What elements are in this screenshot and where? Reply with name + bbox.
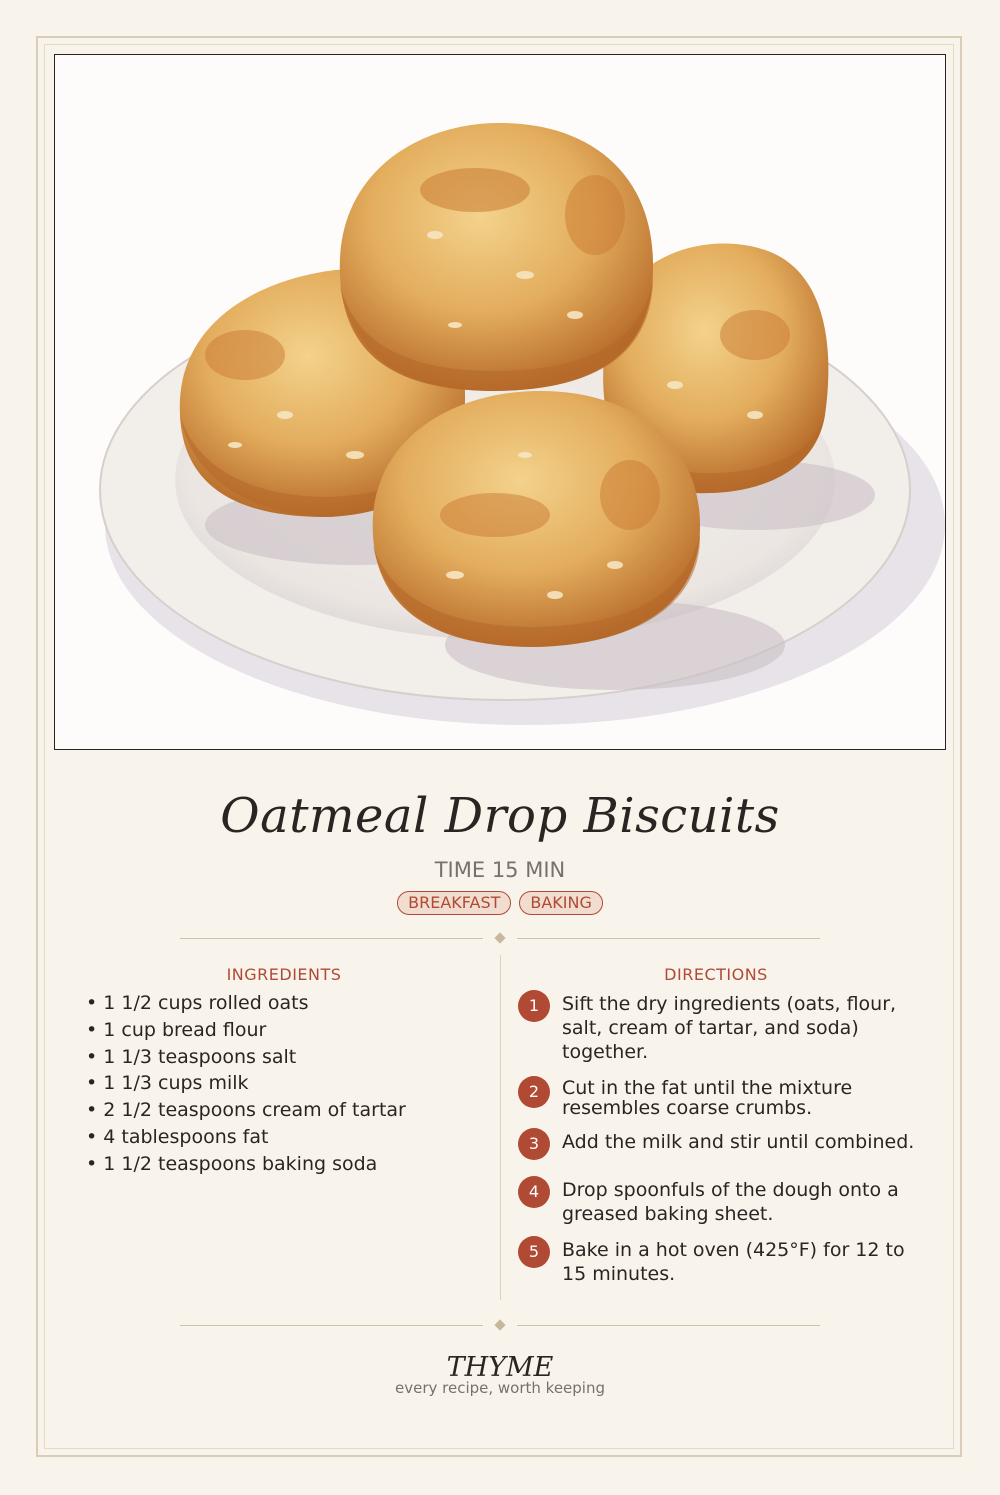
recipe-illustration: [54, 54, 946, 750]
step-text: Drop spoonfuls of the dough onto a greased baking sheet.: [562, 1179, 899, 1225]
ingredient-item: • 1 1/3 cups milk: [86, 1072, 249, 1095]
directions-heading: DIRECTIONS: [664, 965, 768, 984]
tag-list: [0, 891, 1000, 915]
tag-breakfast[interactable]: BREAKFAST: [397, 891, 511, 915]
column-divider: [500, 955, 501, 1300]
diamond-icon: [494, 1319, 505, 1330]
ingredient-item: • 2 1/2 teaspoons cream of tartar: [86, 1099, 406, 1122]
recipe-title: Oatmeal Drop Biscuits: [220, 788, 780, 844]
step-number-badge: 5: [518, 1236, 550, 1268]
ingredient-item: • 1 1/2 teaspoons baking soda: [86, 1152, 378, 1175]
section-divider-top: [180, 929, 820, 949]
ingredient-item: • 1 1/2 cups rolled oats: [86, 992, 309, 1014]
step-number-badge: 3: [518, 1128, 550, 1160]
ingredient-item: • 1 1/3 teaspoons salt: [86, 1045, 297, 1068]
ingredients-list: [86, 990, 406, 1178]
diamond-icon: [494, 932, 505, 943]
cook-time: TIME 15 MIN: [434, 858, 566, 882]
step-number-badge: 1: [518, 990, 550, 1022]
ingredient-item: • 4 tablespoons fat: [86, 1125, 269, 1148]
ingredients-heading: INGREDIENTS: [226, 965, 342, 984]
tag-baking[interactable]: BAKING: [519, 891, 603, 915]
brand-tagline: every recipe, worth keeping: [394, 1379, 605, 1397]
ingredient-item: • 1 cup bread flour: [86, 1018, 267, 1041]
brand-logo: THYME: [446, 1352, 554, 1383]
step-text: Bake in a hot oven (425°F) for 12 to 15 minutes.: [562, 1239, 905, 1285]
step-text: Add the milk and stir until combined.: [562, 1131, 915, 1153]
step-number-badge: 2: [518, 1076, 550, 1108]
step-text: Cut in the fat until the mixture resembles coarse crumbs.: [562, 1077, 853, 1119]
section-divider-bottom: [180, 1316, 820, 1336]
step-number-badge: 4: [518, 1176, 550, 1208]
step-text: Sift the dry ingredients (oats, flour, salt, cream of tartar, and soda) together.: [562, 993, 897, 1063]
